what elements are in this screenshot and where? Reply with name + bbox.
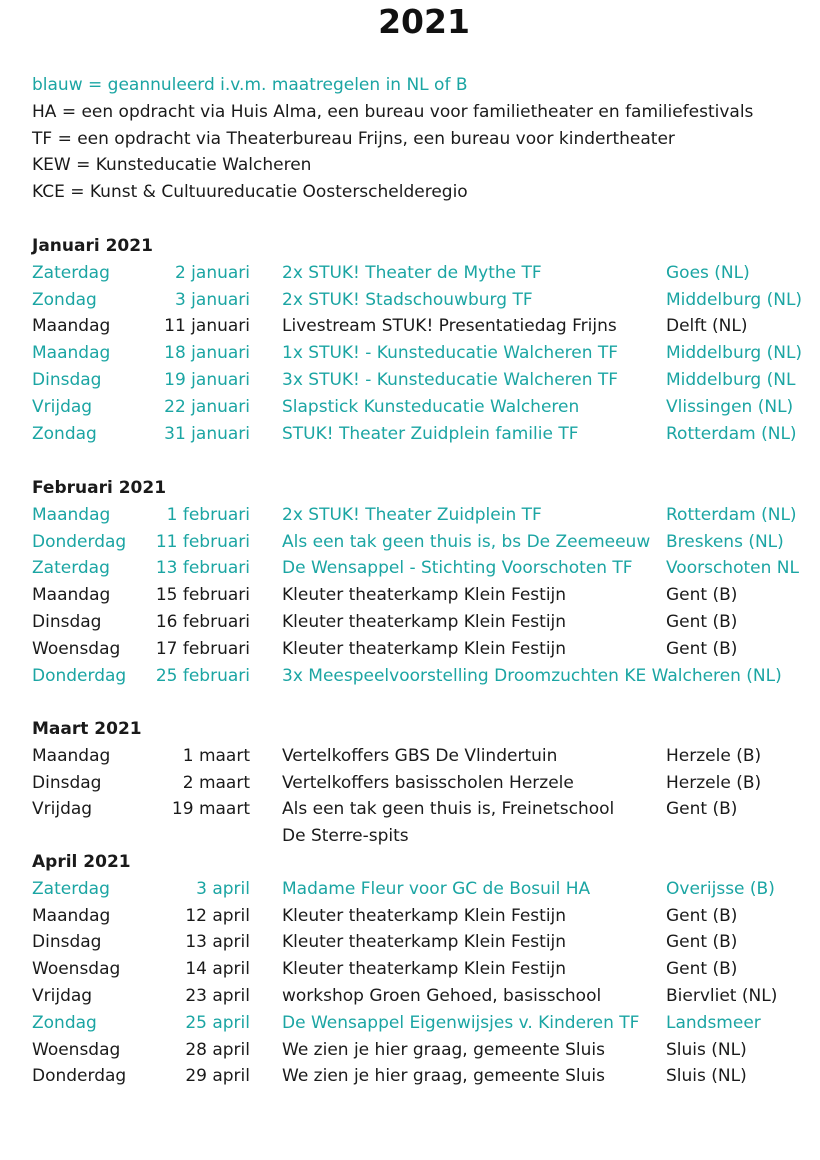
row-event: Livestream STUK! Presentatiedag Frijns: [282, 316, 617, 337]
row-day: Zondag: [32, 1012, 97, 1033]
row-event: 2x STUK! Theater Zuidplein TF: [282, 504, 542, 525]
row-event: workshop Groen Gehoed, basisschool: [282, 986, 602, 1006]
row-place: Biervliet (NL): [666, 986, 778, 1006]
row-event: STUK! Theater Zuidplein familie TF: [282, 423, 579, 444]
schedule-row: [0, 929, 820, 955]
legend-cancelled: blauw = geannuleerd i.v.m. maatregelen in NL of B: [32, 75, 468, 95]
schedule-row: [0, 287, 820, 313]
row-place: Middelburg (NL): [666, 289, 803, 310]
row-day: Maandag: [32, 343, 111, 364]
row-event: De Wensappel Eigenwijsjes v. Kinderen TF: [282, 1012, 640, 1033]
row-day: Donderdag: [32, 665, 127, 686]
row-day: Dinsdag: [32, 612, 102, 632]
schedule-row: [0, 1037, 820, 1063]
schedule-row: [0, 555, 820, 581]
month-heading: April 2021: [32, 852, 131, 872]
row-place: Gent (B): [666, 585, 738, 606]
row-day: Maandag: [32, 585, 111, 606]
schedule-row: [0, 903, 820, 929]
schedule-row: [0, 876, 820, 902]
row-day: Vrijdag: [32, 799, 93, 820]
row-place: Goes (NL): [666, 262, 750, 283]
row-date: 15 februari: [155, 585, 250, 606]
row-event: 1x STUK! - Kunsteducatie Walcheren TF: [282, 343, 619, 364]
row-place: Breskens (NL): [666, 531, 784, 552]
schedule-row: [0, 260, 820, 286]
row-date: 12 april: [185, 905, 250, 926]
row-date: 25 april: [185, 1012, 250, 1033]
row-place: Middelburg (NL: [666, 370, 796, 390]
row-place: Sluis (NL): [666, 1066, 747, 1087]
row-event: Vertelkoffers GBS De Vlindertuin: [282, 745, 558, 766]
row-event: Kleuter theaterkamp Klein Festijn: [282, 612, 567, 632]
legend-kew: KEW = Kunsteducatie Walcheren: [32, 155, 312, 175]
row-date: 18 januari: [164, 343, 250, 364]
row-event: Kleuter theaterkamp Klein Festijn: [282, 959, 567, 980]
row-day: Woensdag: [32, 638, 121, 659]
month-heading: Januari 2021: [32, 236, 153, 256]
row-date: 3 januari: [174, 289, 250, 310]
row-day: Woensdag: [32, 1039, 121, 1060]
schedule-row: [0, 636, 820, 662]
row-event: Madame Fleur voor GC de Bosuil HA: [282, 878, 591, 899]
row-event: 2x STUK! Theater de Mythe TF: [282, 262, 542, 283]
row-place: Gent (B): [666, 638, 738, 659]
row-date: 23 april: [185, 986, 250, 1006]
row-place: Voorschoten NL: [666, 558, 799, 579]
row-date: 29 april: [185, 1066, 250, 1087]
row-place: Herzele (B): [666, 772, 762, 793]
row-date: 11 februari: [155, 531, 250, 552]
legend-tf: TF = een opdracht via Theaterbureau Frijns, een bureau voor kindertheater: [32, 129, 675, 149]
page-title: 2021: [378, 2, 470, 41]
row-date: 14 april: [185, 959, 250, 980]
row-day: Maandag: [32, 905, 111, 926]
row-day: Vrijdag: [32, 986, 93, 1006]
row-day: Maandag: [32, 316, 111, 337]
legend-kce: KCE = Kunst & Cultuureducatie Oosterschelderegio: [32, 182, 468, 202]
row-day: Dinsdag: [32, 370, 102, 390]
schedule-row: [0, 609, 820, 635]
row-place: Gent (B): [666, 612, 738, 632]
row-event: Kleuter theaterkamp Klein Festijn: [282, 638, 567, 659]
row-day: Zondag: [32, 289, 97, 310]
row-event: Kleuter theaterkamp Klein Festijn: [282, 585, 567, 606]
row-place: Middelburg (NL): [666, 343, 803, 364]
row-day: Maandag: [32, 745, 111, 766]
row-place: Delft (NL): [666, 316, 748, 337]
row-date: 31 januari: [164, 423, 250, 444]
row-place: Gent (B): [666, 905, 738, 926]
row-day: Zaterdag: [32, 262, 110, 283]
schedule-row: [0, 421, 820, 447]
schedule-row: [0, 582, 820, 608]
row-day: Zaterdag: [32, 558, 110, 579]
row-event: Kleuter theaterkamp Klein Festijn: [282, 905, 567, 926]
row-day: Donderdag: [32, 531, 127, 552]
row-day: Dinsdag: [32, 772, 102, 793]
schedule-row: [0, 340, 820, 366]
row-day: Dinsdag: [32, 932, 102, 953]
row-place: Rotterdam (NL): [666, 423, 797, 444]
row-day: Donderdag: [32, 1066, 127, 1087]
row-date: 3 april: [196, 878, 250, 899]
month-heading: Maart 2021: [32, 719, 142, 739]
legend-ha: HA = een opdracht via Huis Alma, een bureau voor familietheater en familiefestivals: [32, 102, 754, 122]
row-place: Rotterdam (NL): [666, 504, 797, 525]
row-event: Kleuter theaterkamp Klein Festijn: [282, 932, 567, 953]
schedule-row: [0, 956, 820, 982]
row-date: 19 maart: [171, 799, 250, 820]
row-date: 1 februari: [166, 504, 250, 525]
row-day: Vrijdag: [32, 396, 93, 417]
row-event: Als een tak geen thuis is, Freinetschool: [282, 799, 615, 820]
row-date: 13 april: [185, 932, 250, 953]
row-day: Maandag: [32, 504, 111, 525]
row-place: Herzele (B): [666, 745, 762, 766]
row-day: Zaterdag: [32, 878, 110, 899]
row-event: We zien je hier graag, gemeente Sluis: [282, 1039, 606, 1060]
row-date: 19 januari: [164, 370, 250, 390]
row-date: 13 februari: [155, 558, 250, 579]
schedule-row: [0, 1010, 820, 1036]
row-date: 2 maart: [182, 772, 250, 793]
schedule-row: [0, 743, 820, 769]
schedule-row: [0, 983, 820, 1009]
row-date: 17 februari: [155, 638, 250, 659]
schedule-row: [0, 367, 820, 393]
row-event: We zien je hier graag, gemeente Sluis: [282, 1066, 606, 1087]
schedule-row: [0, 529, 820, 555]
row-place: Sluis (NL): [666, 1039, 747, 1060]
row-place: Gent (B): [666, 932, 738, 953]
row-date: 16 februari: [155, 612, 250, 632]
row-date: 28 april: [185, 1039, 250, 1060]
schedule-row: [0, 1063, 820, 1089]
row-place: Vlissingen (NL): [666, 396, 794, 417]
row-date: 11 januari: [164, 316, 250, 337]
row-date: 25 februari: [155, 665, 250, 686]
row-event: 2x STUK! Stadschouwburg TF: [282, 289, 533, 310]
row-place: Gent (B): [666, 799, 738, 820]
row-event-continuation: De Sterre-spits: [282, 826, 409, 847]
row-place: Landsmeer: [666, 1012, 761, 1033]
row-place: Gent (B): [666, 959, 738, 980]
schedule-row: [0, 770, 820, 796]
schedule-row: [0, 313, 820, 339]
row-event: Slapstick Kunsteducatie Walcheren: [282, 396, 580, 417]
row-event: De Wensappel - Stichting Voorschoten TF: [282, 558, 633, 579]
schedule-row: [0, 796, 820, 822]
month-heading: Februari 2021: [32, 478, 167, 498]
row-date: 1 maart: [182, 745, 250, 766]
row-day: Woensdag: [32, 959, 121, 980]
schedule-row: [0, 663, 820, 689]
row-event: 3x STUK! - Kunsteducatie Walcheren TF: [282, 370, 619, 390]
row-event: Als een tak geen thuis is, bs De Zeemeeuw: [282, 531, 651, 552]
row-day: Zondag: [32, 423, 97, 444]
row-event: 3x Meespeelvoorstelling Droomzuchten KE Walcheren (NL): [282, 665, 782, 686]
row-event: Vertelkoffers basisscholen Herzele: [282, 772, 574, 793]
row-date: 22 januari: [164, 396, 250, 417]
row-place: Overijsse (B): [666, 878, 775, 899]
row-date: 2 januari: [174, 262, 250, 283]
schedule-row: [0, 502, 820, 528]
schedule-row: [0, 394, 820, 420]
